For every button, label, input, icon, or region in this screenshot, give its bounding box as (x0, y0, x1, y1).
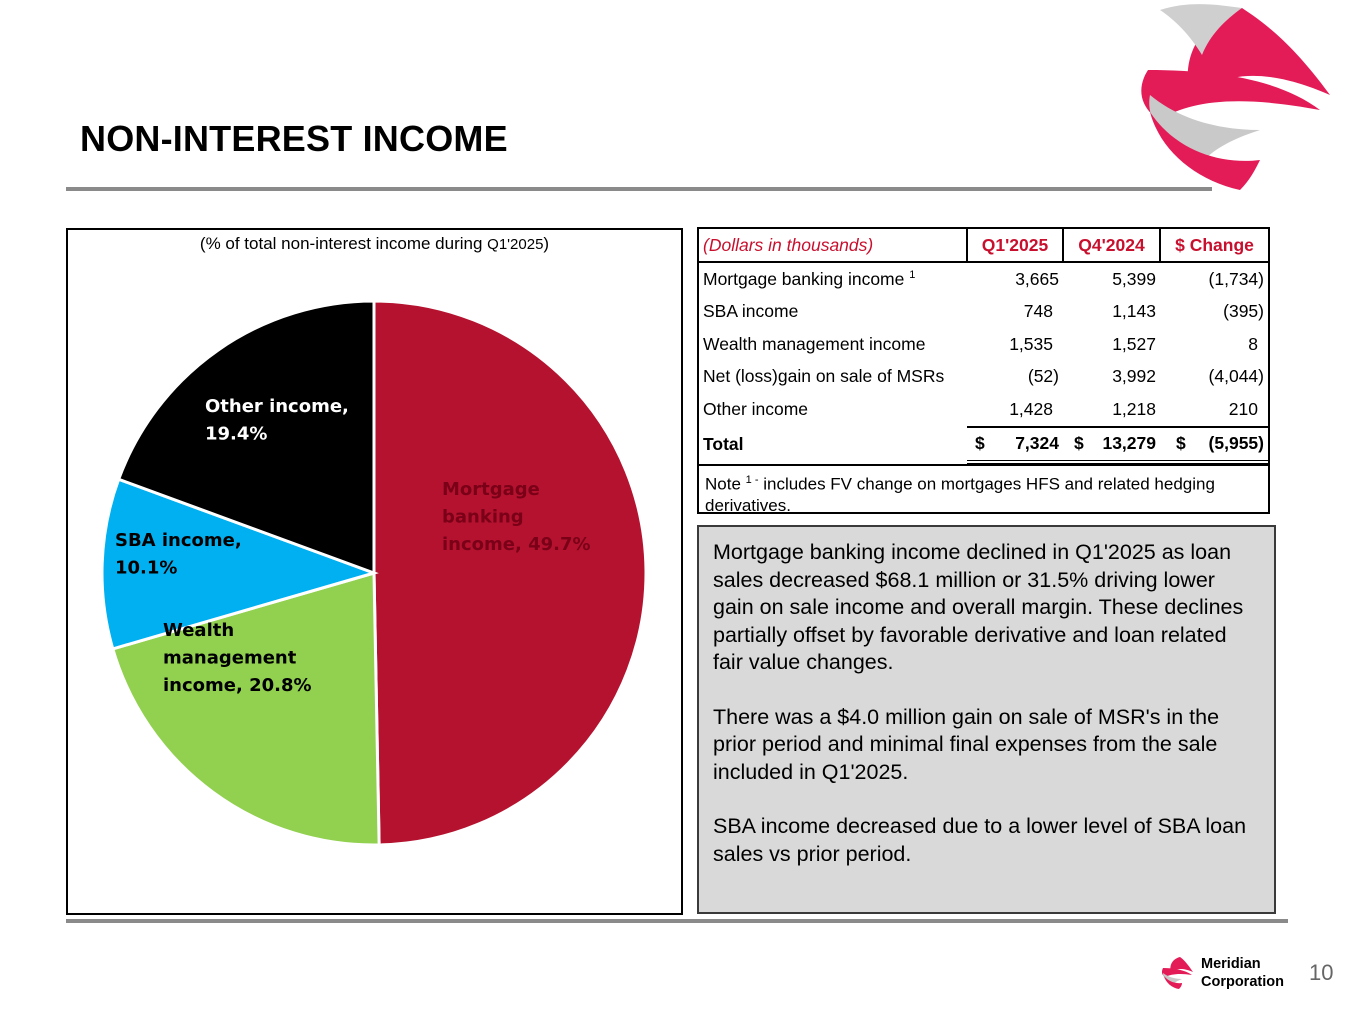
row-label: Other income (703, 399, 809, 420)
income-table-panel (697, 227, 1270, 514)
total-label: Total (703, 433, 744, 454)
currency-sign: $ (975, 433, 985, 454)
cell-q1: 748 (1023, 301, 1053, 322)
pie-label-other-income: Other income, 19.4% (205, 396, 349, 445)
cell-change: 210 (1228, 398, 1258, 419)
cell-q4: 1,527 (1112, 333, 1156, 354)
chart-caption-prefix: (% of total non-interest income during (199, 234, 488, 253)
row-label (699, 262, 967, 296)
footer-divider (66, 919, 1288, 923)
row-label: Net (loss)gain on sale of MSRs (703, 366, 945, 387)
cell-change: (4,044) (1208, 366, 1264, 387)
note-prefix: Note (705, 474, 746, 494)
cell-q1: (52) (1027, 366, 1059, 387)
income-table (699, 229, 1268, 464)
pie-slice-mortgage-banking-income (374, 301, 646, 845)
title-divider (66, 187, 1212, 191)
commentary-paragraph: SBA income decreased due to a lower level of SBA loan sales vs prior period. (713, 814, 1247, 866)
footnote-marker: 1 (909, 268, 916, 281)
total-q4 (1063, 427, 1160, 463)
currency-sign: $ (1176, 433, 1186, 454)
pie-label-sba-income: SBA income, 10.1% (115, 530, 242, 579)
page-title: NON-INTEREST INCOME (80, 118, 508, 159)
header-dollar-change: $ Change (1160, 229, 1268, 262)
cell-q1: 1,535 (1009, 333, 1053, 354)
table-row (699, 296, 1268, 329)
table-header-row (699, 229, 1268, 262)
page-number: 10 (1309, 960, 1334, 985)
cell-change: (395) (1223, 301, 1264, 322)
table-total-row (699, 427, 1268, 463)
cell-q4: 3,992 (1112, 366, 1156, 387)
header-q1-2025: Q1'2025 (967, 229, 1063, 262)
cell-q4: 1,218 (1112, 398, 1156, 419)
pie-chart (68, 230, 681, 913)
chart-caption-suffix: ) (543, 234, 550, 253)
cell-q4: 5,399 (1112, 268, 1156, 289)
table-footnote (699, 464, 1268, 520)
total-change-value: (5,955) (1208, 433, 1264, 454)
meridian-footer-logo-icon (1160, 956, 1194, 990)
company-name-line2: Corporation (1201, 974, 1284, 990)
table-row (699, 361, 1268, 394)
pie-label-wealth-management-income: Wealth management income, 20.8% (163, 620, 312, 696)
total-q1-value: 7,324 (1015, 433, 1059, 454)
table-row (699, 262, 1268, 296)
row-label: Wealth management income (703, 333, 926, 354)
meridian-logo-icon (1130, 0, 1350, 200)
total-q4-value: 13,279 (1102, 433, 1156, 454)
cell-q4: 1,143 (1112, 301, 1156, 322)
chart-caption-period: Q1'2025 (487, 236, 544, 253)
cell-q1: 1,428 (1009, 398, 1053, 419)
cell-change: (1,734) (1208, 268, 1264, 289)
table-row (699, 393, 1268, 427)
currency-sign: $ (1074, 433, 1084, 454)
company-name-line1: Meridian (1201, 956, 1261, 972)
note-text: includes FV change on mortgages HFS and related hedging derivatives. (705, 474, 1215, 515)
header-units-label: (Dollars in thousands) (699, 229, 967, 262)
row-label-text: Mortgage banking income (703, 268, 905, 289)
total-q1 (967, 427, 1063, 463)
pie-label-mortgage-banking-income: Mortgage banking income, 49.7% (442, 479, 591, 555)
header-q4-2024: Q4'2024 (1063, 229, 1160, 262)
cell-change: 8 (1248, 333, 1258, 354)
pie-chart-panel (66, 228, 683, 915)
total-change (1160, 427, 1268, 463)
commentary-paragraph: Mortgage banking income declined in Q1'2025 as loan sales decreased $68.1 million or 31.5% driving lower gain on sale income and overall margin. These declines partially offset by favorable derivative and loan related fair value changes. (713, 540, 1244, 674)
commentary-paragraph: There was a $4.0 million gain on sale of MSR's in the prior period and minimal final expenses from the sale included in Q1'2025. (713, 704, 1220, 784)
table-row (699, 328, 1268, 361)
commentary-panel (697, 525, 1276, 914)
note-marker: 1 - (745, 474, 759, 486)
cell-q1: 3,665 (1015, 268, 1059, 289)
company-name (1201, 955, 1284, 991)
row-label: SBA income (703, 301, 799, 322)
